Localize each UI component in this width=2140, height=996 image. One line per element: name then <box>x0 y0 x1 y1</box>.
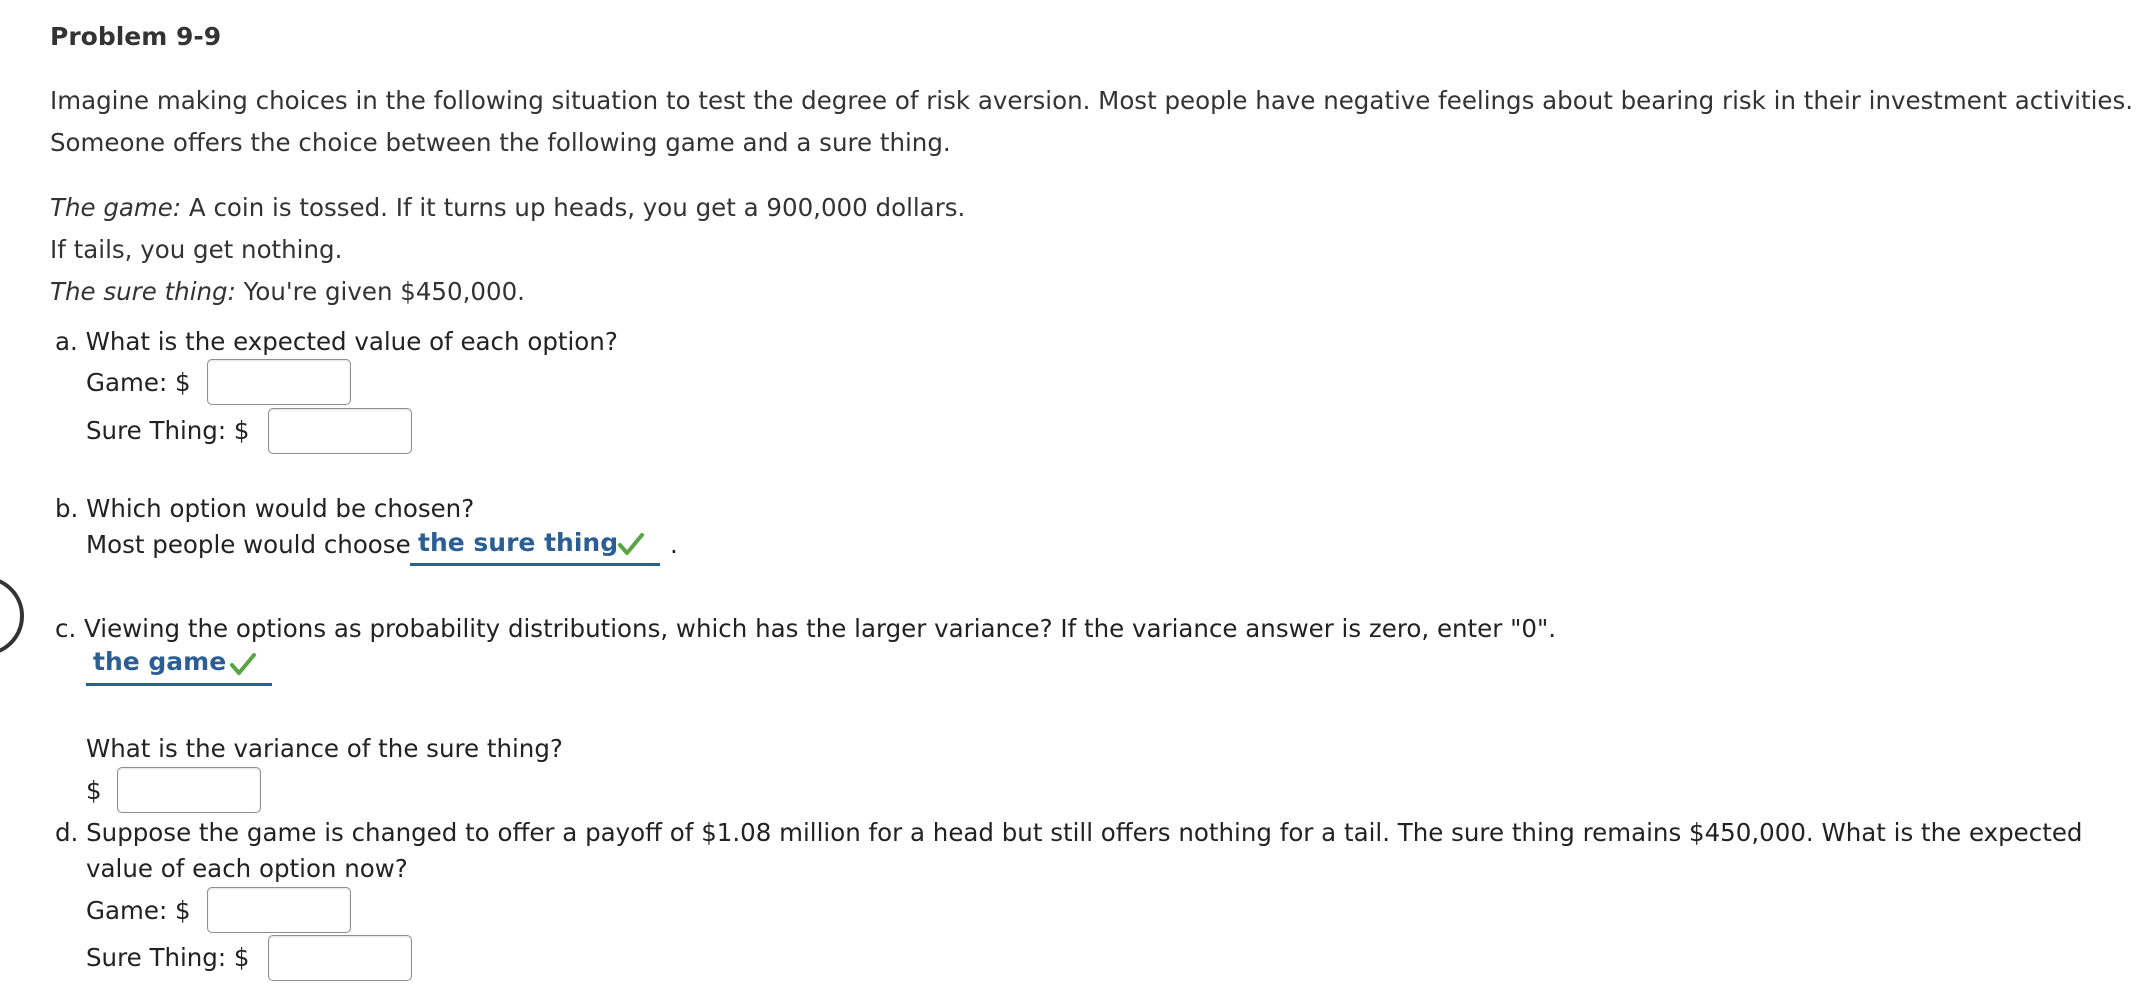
part-c-dollar-label: $ <box>86 776 102 805</box>
cursor-circle-mark <box>0 576 24 656</box>
part-d-game-input[interactable] <box>207 887 351 933</box>
sure-thing-label: The sure thing: <box>50 277 236 306</box>
part-c-answer-text: the game <box>93 647 227 676</box>
part-d-question-line-2: value of each option now? <box>86 854 408 883</box>
check-icon <box>618 532 644 556</box>
sure-thing-description <box>50 277 525 306</box>
part-d-sure-input[interactable] <box>268 935 412 981</box>
part-d-question-line-1: d. Suppose the game is changed to offer a payoff of $1.08 million for a head but still offers nothing for a tail. The sure thing remains $450,000. What is the expected <box>55 818 2083 847</box>
intro-line-1: Imagine making choices in the following situation to test the degree of risk aversion. Most people have negative feelings about bearing risk in their investment activities. <box>50 86 2134 115</box>
intro-line-2: Someone offers the choice between the following game and a sure thing. <box>50 128 951 157</box>
sure-thing-text: You're given $450,000. <box>235 277 525 306</box>
part-b-question: b. Which option would be chosen? <box>55 494 475 523</box>
part-a-game-label: Game: $ <box>86 368 191 397</box>
game-description <box>50 193 965 222</box>
part-d-game-label: Game: $ <box>86 896 191 925</box>
part-c-question: c. Viewing the options as probability distributions, which has the larger variance? If the variance answer is zero, enter "0". <box>55 614 1556 643</box>
part-c-variance-question: What is the variance of the sure thing? <box>86 734 563 763</box>
part-a-sure-label: Sure Thing: $ <box>86 416 250 445</box>
part-b-prompt: Most people would choose <box>86 530 411 559</box>
part-d-sure-label: Sure Thing: $ <box>86 943 250 972</box>
part-b-answer-dropdown[interactable] <box>410 520 660 566</box>
part-a-game-input[interactable] <box>207 359 351 405</box>
part-b-period: . <box>670 530 678 559</box>
game-text: A coin is tossed. If it turns up heads, you get a 900,000 dollars. <box>181 193 966 222</box>
game-label: The game: <box>50 193 182 222</box>
part-b-answer-text: the sure thing <box>418 528 619 557</box>
check-icon <box>230 652 256 676</box>
page-title: Problem 9-9 <box>50 22 222 51</box>
tails-description: If tails, you get nothing. <box>50 235 343 264</box>
part-a-question: a. What is the expected value of each option? <box>55 327 618 356</box>
part-c-answer-dropdown[interactable] <box>86 640 272 686</box>
part-c-variance-input[interactable] <box>117 767 261 813</box>
part-a-sure-input[interactable] <box>268 408 412 454</box>
